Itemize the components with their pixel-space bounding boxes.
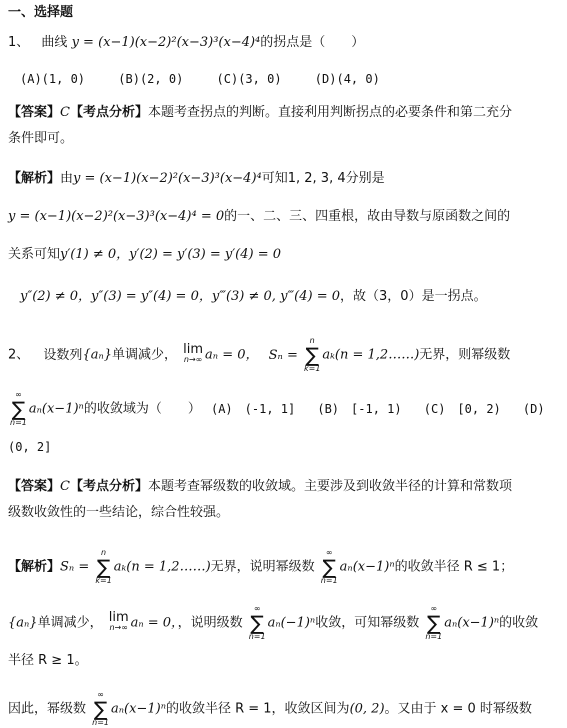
q1-stem: 1、 曲线 y = (x−1)(x−2)²(x−3)³(x−4)⁴的拐点是（ ） [8,35,365,50]
q2-option-a: (A) (-1, 1] [210,401,296,416]
q2-option-d-value: (0, 2] [8,440,52,454]
q1-options [20,70,380,88]
q2-solution-3: 半径 R ≥ 1。 [8,653,88,668]
q1-option-a: (A)(1, 0) [20,72,86,86]
sum-symbol: n ∑ k=1 [303,336,321,373]
q2-solution-4: 因此，幂级数 ∞ ∑ n=1 aₙ(x−1)ⁿ的收敛半径 R = 1，收敛区间为(0, 2)。又由于 x = 0 时幂级数 [8,690,532,727]
q2-limit: lim n→∞ [183,342,204,364]
q2-solution-1: 【解析】Sₙ = n ∑ k=1 aₖ(n = 1,2……)无界，说明幂级数 ∞ ∑ n=1 aₙ(x−1)ⁿ的收敛半径 R ≤ 1； [8,548,514,585]
q1-solution-2: y = (x−1)(x−2)²(x−3)³(x−4)⁴ = 0的一、二、三、四重根，故由导数与原函数之间的 [8,209,511,224]
q2-stem-2: ∞ ∑ n=1 aₙ(x−1)ⁿ的收敛域为（ ） (A) (-1, 1] (B) [-1, 1) (C) [0, 2) (D) [10,390,545,427]
q1-answer: 【答案】C【考点分析】本题考查拐点的判断。直接利用判断拐点的必要条件和第二充分 [8,105,512,120]
q1-curve-expr: y = (x−1)(x−2)²(x−3)³(x−4)⁴ [71,35,261,50]
q1-solution-4: y″(2) ≠ 0，y″(3) = y″(4) = 0，y‴(3) ≠ 0, y‴(4) = 0，故（3，0）是一拐点。 [20,289,487,304]
section-title: 一、选择题 [8,5,74,20]
q2-limit: lim n→∞ [108,610,129,632]
q1-option-b: (B)(2, 0) [118,72,184,86]
q1-option-d: (D)(4, 0) [314,72,380,86]
q2-stem-1: 2、 设数列{aₙ}单调减少， lim n→∞ aₙ = 0， Sₙ = n ∑ k=1 aₖ(n = 1,2……)无界，则幂级数 [8,336,511,373]
q2-option-b: (B) [-1, 1) [317,401,402,416]
sum-symbol: ∞ ∑ n=1 [248,604,266,641]
q2-analysis-cont: 级数收敛性的一些结论，综合性较强。 [8,505,230,520]
q1-analysis-cont: 条件即可。 [8,131,74,146]
sum-symbol: ∞ ∑ n=1 [92,690,110,727]
q1-option-c: (C)(3, 0) [216,72,282,86]
sum-symbol: ∞ ∑ n=1 [320,548,338,585]
q2-option-d: (D) [522,401,545,416]
sum-symbol: ∞ ∑ n=1 [10,390,27,427]
sum-symbol: n ∑ k=1 [95,548,112,585]
q2-option-c: (C) [0, 2) [423,401,501,416]
q2-solution-2: {aₙ}单调减少， lim n→∞ aₙ = 0，，说明级数 ∞ ∑ n=1 aₙ(−1)ⁿ收敛，可知幂级数 ∞ ∑ n=1 aₙ(x−1)ⁿ的收敛 [8,604,539,641]
q2-answer: 【答案】C【考点分析】本题考查幂级数的收敛域。主要涉及到收敛半径的计算和常数项 [8,479,512,494]
q1-solution-3: 关系可知y′(1) ≠ 0，y′(2) = y′(3) = y′(4) = 0 [8,247,282,262]
sum-symbol: ∞ ∑ n=1 [425,604,443,641]
q1-solution-1: 【解析】由y = (x−1)(x−2)²(x−3)³(x−4)⁴可知1, 2, 3, 4分别是 [8,171,385,186]
